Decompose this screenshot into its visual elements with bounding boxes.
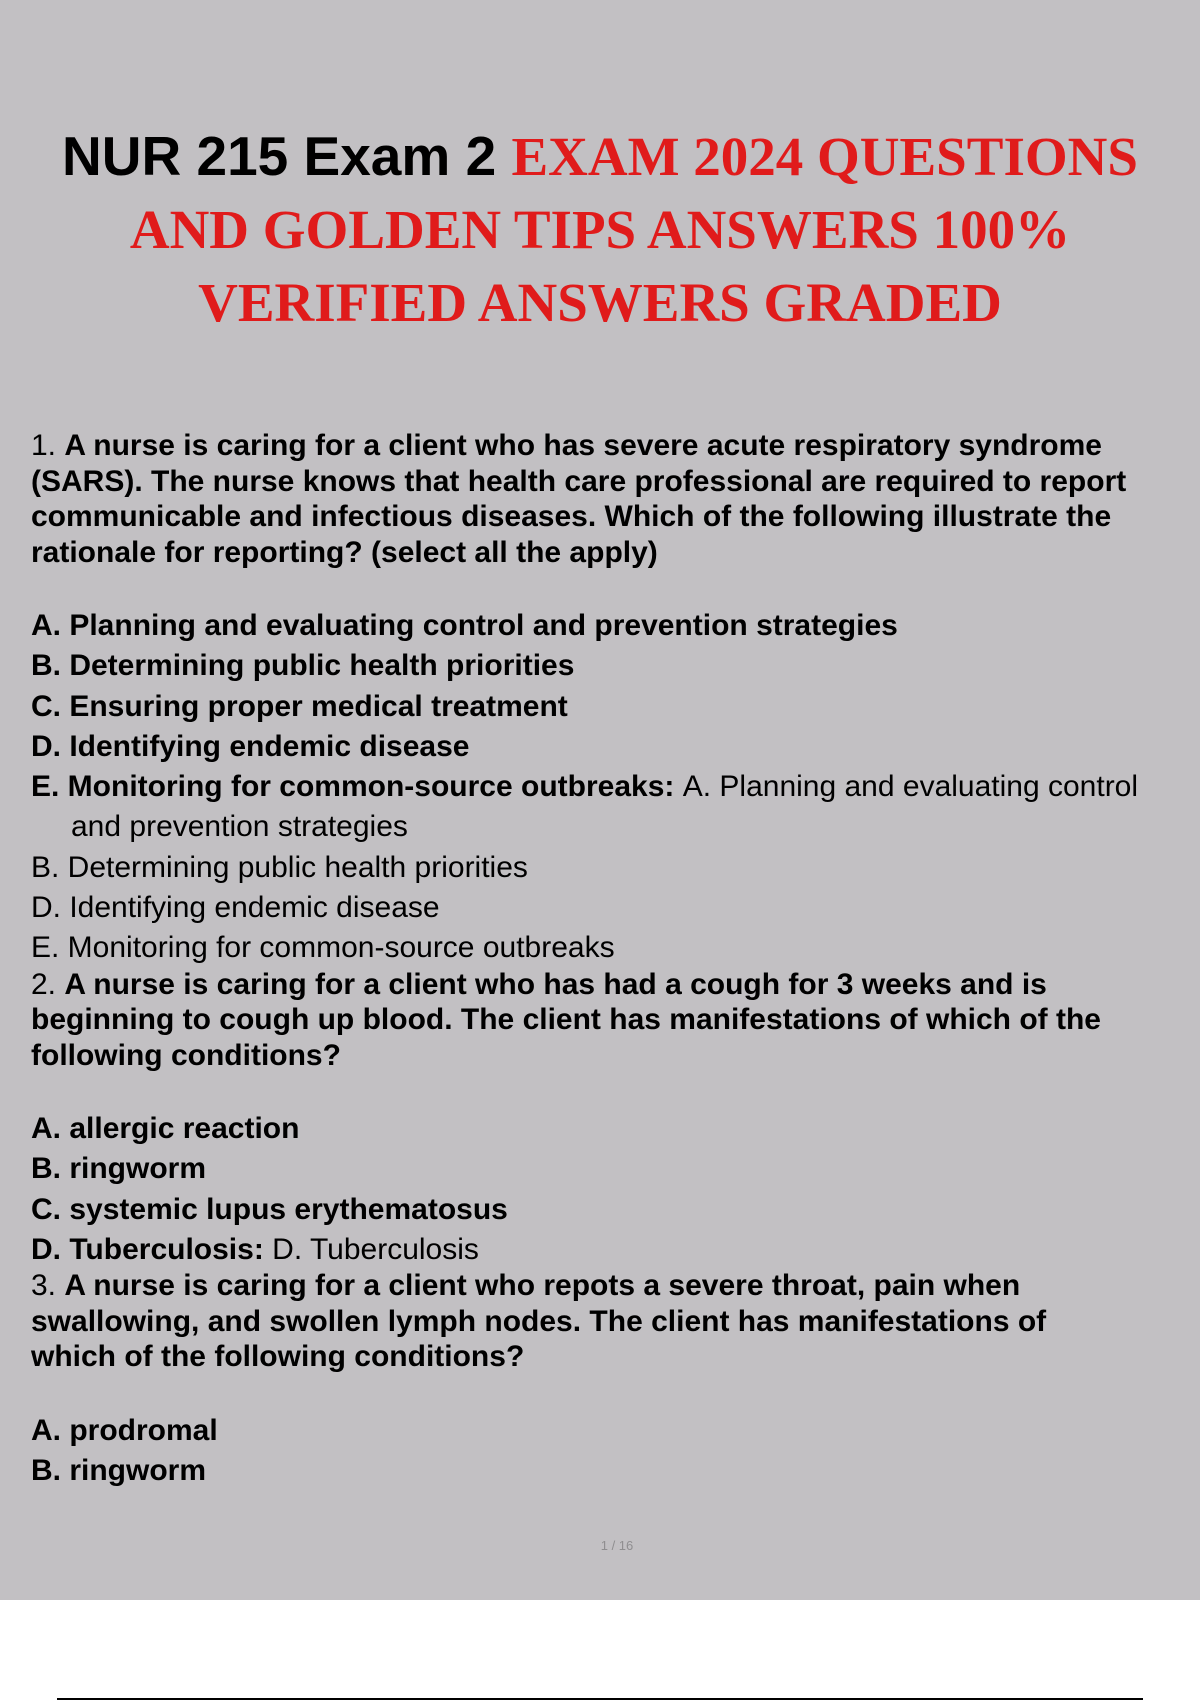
answer-text: D. Identifying endemic disease: [31, 891, 440, 925]
question-1-text: 1. A nurse is caring for a client who has severe acute respiratory syndrome (SARS). The nurse knows that health care professional are required to report communicable and infectious diseases. Which of the following illustrate the rationale for reporting? (select all the apply): [31, 429, 1127, 569]
option-item: A. Planning and evaluating control and prevention strategies: [31, 609, 898, 642]
question-number: 3.: [31, 1269, 57, 1303]
title-red-line1: EXAM 2024 QUESTIONS: [511, 126, 1138, 187]
option-item: C. systemic lupus erythematosus: [31, 1192, 508, 1226]
option-item: C. Ensuring proper medical treatment: [31, 689, 568, 723]
option-item-with-answer: D. Tuberculosis: D. Tuberculosis: [31, 1233, 479, 1267]
option-item: A. allergic reaction: [31, 1112, 300, 1146]
title-red-line2: AND GOLDEN TIPS ANSWERS 100%: [129, 199, 1071, 260]
option-item: B. Determining public health priorities: [31, 649, 575, 683]
title-course: NUR 215 Exam 2: [62, 125, 497, 187]
answer-text: and prevention strategies: [71, 810, 408, 844]
question-list: [31, 428, 1200, 1491]
answer-text: E. Monitoring for common-source outbreaks: [31, 931, 615, 965]
option-item: B. ringworm: [31, 1454, 207, 1488]
option-item: D. Identifying endemic disease: [31, 729, 470, 763]
question-2-text: 2. A nurse is caring for a client who has had a cough for 3 weeks and is beginning to cough up blood. The client has manifestations of which of the following conditions?: [31, 967, 1101, 1072]
answer-text: A. Planning and evaluating control: [682, 770, 1139, 804]
option-item: B. ringworm: [31, 1152, 207, 1186]
title-red-line3: VERIFIED ANSWERS GRADED: [198, 272, 1002, 333]
answer-text: D. Tuberculosis: [272, 1233, 479, 1267]
option-item-with-answer: E. Monitoring for common-source outbreaks: A. Planning and evaluating control: [31, 770, 1139, 804]
document-title: [20, 120, 1180, 339]
option-item: A. prodromal: [31, 1413, 218, 1447]
question-number: 2.: [31, 967, 57, 1001]
question-3-text: 3. A nurse is caring for a client who repots a severe throat, pain when swallowing, and swollen lymph nodes. The client has manifestations of which of the following conditions?: [31, 1269, 1047, 1374]
page-number: 1 / 16: [600, 1538, 634, 1553]
question-number: 1.: [31, 429, 57, 462]
answer-text: B. Determining public health priorities: [31, 850, 528, 884]
